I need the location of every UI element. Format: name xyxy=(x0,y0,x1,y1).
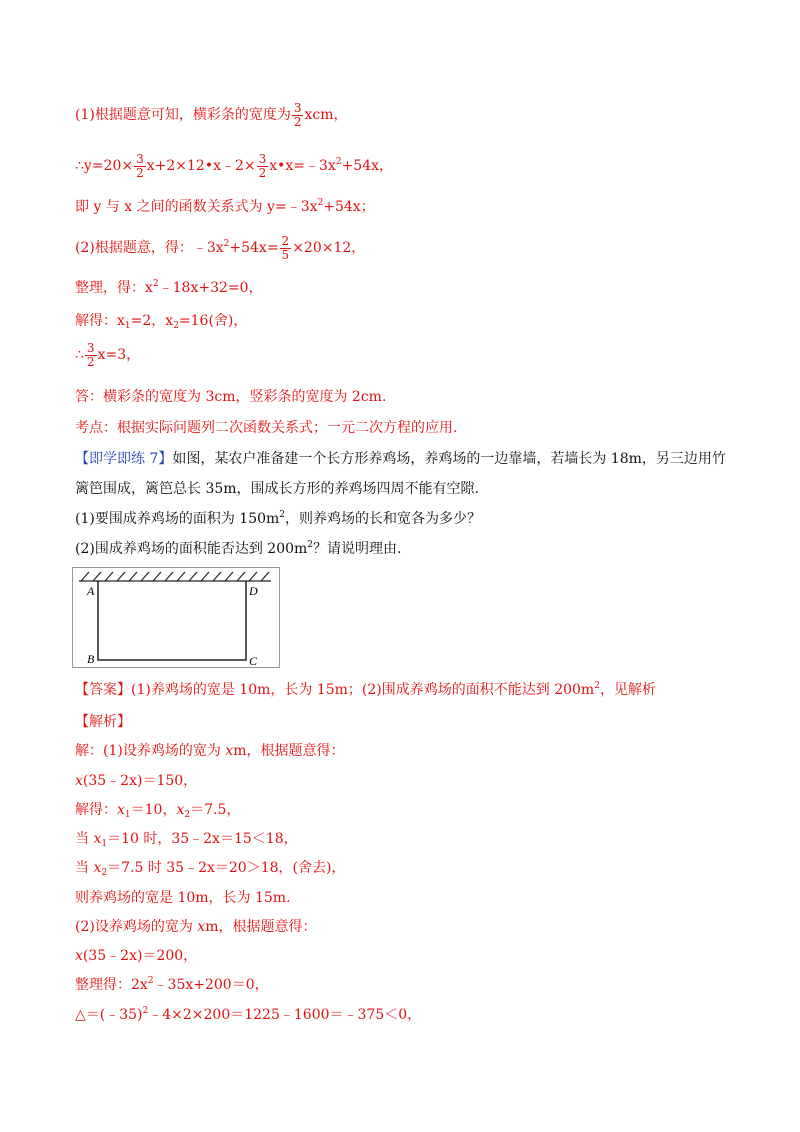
text-segment: △＝(﹣35) xyxy=(75,1007,143,1023)
superscript: 2 xyxy=(307,540,314,550)
superscript: 2 xyxy=(594,681,600,691)
variable: x xyxy=(93,831,102,847)
analysis-line-10 xyxy=(75,1005,421,1025)
fence-rectangle xyxy=(98,581,246,660)
text-segment: x+2×12•x﹣2× xyxy=(146,158,256,174)
subscript: 2 xyxy=(101,868,108,878)
fraction: $\frac{2}{5}$ xyxy=(281,233,290,262)
text-segment: 整理得：2x xyxy=(75,977,148,993)
solution-line-1 xyxy=(75,100,348,130)
variable: x xyxy=(197,919,206,935)
text-segment: ，见解析 xyxy=(599,682,656,698)
label-b: B xyxy=(87,652,95,666)
solution-line-6 xyxy=(75,311,247,331)
text-segment: (2)根据题意，得：﹣3x xyxy=(75,240,224,256)
text-segment: ∴y=20× xyxy=(75,158,134,174)
analysis-line-4 xyxy=(75,829,298,849)
text-segment: 则养鸡场的宽是 10m，长为 15m. xyxy=(75,890,291,906)
text-segment: 篱笆围成，篱笆总长 35m，围成长方形的养鸡场四周不能有空隙. xyxy=(75,481,479,497)
question-2-line xyxy=(75,539,401,559)
solution-line-7 xyxy=(75,340,140,370)
superscript: 2 xyxy=(152,279,159,289)
knowledge-point-line xyxy=(75,418,457,438)
label-d: D xyxy=(249,584,258,598)
exercise-tag: 【即学即练 7】 xyxy=(75,451,173,467)
text-segment: m，根据题意得： xyxy=(205,919,317,935)
text-segment: (35﹣2x)＝150， xyxy=(82,773,198,789)
problem-line-2 xyxy=(75,479,479,499)
analysis-tag: 【解析】 xyxy=(75,714,131,730)
variable: x xyxy=(75,948,83,964)
text-segment: 解得：x xyxy=(75,313,125,329)
text-segment: +54x， xyxy=(341,158,394,174)
text-segment: ＝10 时，35﹣2x＝15＜18， xyxy=(107,831,298,847)
text-segment: ﹣4×2×200＝1225﹣1600＝﹣375＜0， xyxy=(148,1007,422,1023)
text-segment: ＝7.5 时 35﹣2x＝20＞18，(舍去)， xyxy=(107,860,346,876)
variable: x xyxy=(117,802,125,818)
rectangle-diagram xyxy=(73,568,279,667)
subscript: 2 xyxy=(184,810,191,820)
text-segment: 考点：根据实际问题列二次函数关系式；一元二次方程的应用. xyxy=(75,420,458,436)
variable: x xyxy=(75,773,83,789)
text-segment: x•x=﹣3x xyxy=(269,158,336,174)
solution-line-5 xyxy=(75,278,263,298)
text-segment: 当 xyxy=(75,831,94,847)
subscript: 1 xyxy=(101,839,108,849)
text-segment: m，根据题意得： xyxy=(233,743,345,759)
text-segment: (1)根据题意可知，横彩条的宽度为 xyxy=(75,107,291,123)
label-c: C xyxy=(249,654,258,667)
text-segment: +54x； xyxy=(323,199,375,215)
fraction: $\frac{3}{2}$ xyxy=(258,151,267,180)
text-segment: 整理，得：x xyxy=(75,280,153,296)
answer-summary-line xyxy=(75,680,656,700)
question-1-line xyxy=(75,509,481,529)
answer-tag: 【答案】 xyxy=(75,682,131,698)
answer-line xyxy=(75,387,386,407)
analysis-line-7 xyxy=(75,917,316,937)
text-segment: =2，x xyxy=(130,313,174,329)
subscript: 1 xyxy=(124,810,131,820)
text-segment: x=3， xyxy=(97,347,141,363)
text-segment: ∴ xyxy=(75,347,84,363)
analysis-line-6 xyxy=(75,888,291,908)
text-segment: ＝7.5， xyxy=(190,802,241,818)
text-segment: (2)围成养鸡场的面积能否达到 200m xyxy=(75,541,308,557)
superscript: 2 xyxy=(279,510,286,520)
text-segment: ，则养鸡场的长和宽各为多少？ xyxy=(285,511,482,527)
analysis-line-3 xyxy=(75,800,240,820)
analysis-tag-line xyxy=(75,712,131,732)
analysis-line-9 xyxy=(75,975,269,995)
superscript: 2 xyxy=(335,157,342,167)
text-segment: 答：横彩条的宽度为 3cm，竖彩条的宽度为 2cm. xyxy=(75,389,387,405)
text-segment: (2)设养鸡场的宽为 xyxy=(75,919,198,935)
chicken-farm-figure xyxy=(72,567,280,668)
superscript: 2 xyxy=(223,239,230,249)
exercise-title-line xyxy=(75,449,726,469)
subscript: 1 xyxy=(124,321,131,331)
analysis-line-1 xyxy=(75,741,344,761)
label-a: A xyxy=(87,584,95,598)
variable: x xyxy=(225,743,234,759)
analysis-line-8 xyxy=(75,946,197,966)
analysis-line-5 xyxy=(75,858,345,878)
subscript: 2 xyxy=(173,321,179,331)
text-segment: 如图，某农户准备建一个长方形养鸡场，养鸡场的一边靠墙，若墙长为 18m，另三边用竹 xyxy=(172,451,726,467)
superscript: 2 xyxy=(147,976,154,986)
text-segment: (1)养鸡场的宽是 10m，长为 15m；(2)围成养鸡场的面积不能达到 200m xyxy=(131,682,595,698)
text-segment: ﹣18x+32=0， xyxy=(158,280,263,296)
superscript: 2 xyxy=(142,1006,149,1016)
text-segment: 解：(1)设养鸡场的宽为 xyxy=(75,743,226,759)
text-segment: ×20×12， xyxy=(292,240,366,256)
wall-hatching xyxy=(79,572,271,581)
analysis-line-2 xyxy=(75,771,197,791)
text-segment: (1)要围成养鸡场的面积为 150m xyxy=(75,511,280,527)
text-segment: =16(舍)， xyxy=(178,313,248,329)
text-segment: ？请说明理由. xyxy=(313,541,402,557)
fraction: $\frac{3}{2}$ xyxy=(293,100,302,129)
text-segment: ﹣35x+200＝0， xyxy=(153,977,269,993)
text-segment: 解得： xyxy=(75,802,117,818)
solution-line-4 xyxy=(75,233,365,263)
text-segment: 即 y 与 x 之间的函数关系式为 y=﹣3x xyxy=(75,199,318,215)
variable: x xyxy=(176,802,185,818)
text-segment: xcm， xyxy=(304,107,348,123)
fraction: $\frac{3}{2}$ xyxy=(136,151,144,180)
text-segment: 当 xyxy=(75,860,94,876)
solution-line-3 xyxy=(75,197,375,217)
variable: x xyxy=(93,860,102,876)
superscript: 2 xyxy=(317,198,324,208)
solution-line-2 xyxy=(75,151,393,181)
text-segment: ＝10， xyxy=(130,802,177,818)
text-segment: +54x= xyxy=(229,240,279,256)
fraction: $\frac{3}{2}$ xyxy=(86,340,95,369)
text-segment: (35﹣2x)＝200， xyxy=(82,948,198,964)
